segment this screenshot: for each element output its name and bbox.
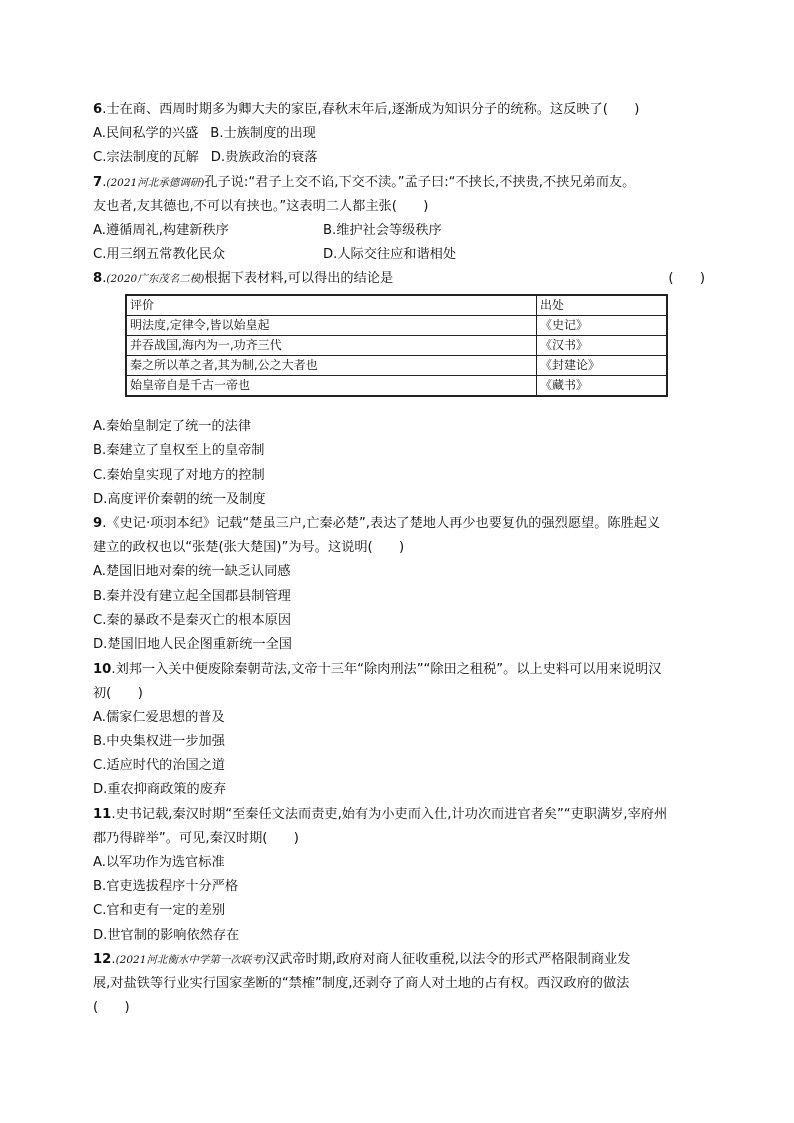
question-stem: 郡乃得辟举”。可见,秦汉时期( ) — [93, 830, 299, 846]
option-b[interactable]: B.官吏选拔程序十分严格 — [93, 879, 239, 895]
question-stem: 孔子说:“君子上交不谄,下交不渎。”孟子曰:“不挟长,不挟贵,不挟兄弟而友。 — [204, 174, 636, 190]
option-d[interactable]: D.人际交往应和谐相处 — [323, 246, 457, 262]
question-number: 12 — [93, 951, 112, 967]
option-a[interactable]: A.秦始皇制定了统一的法律 — [93, 419, 252, 435]
question-page — [93, 98, 705, 1020]
question-source: (2021河北承德调研) — [106, 176, 205, 189]
option-c[interactable]: C.适应时代的治国之道 — [93, 758, 226, 774]
option-a[interactable]: A.以军功作为选官标准 — [93, 854, 225, 870]
option-c[interactable]: C.秦始皇实现了对地方的控制 — [93, 467, 265, 483]
table-header-row — [126, 295, 667, 316]
table-header: 评价 — [126, 295, 537, 316]
table-cell: 并吞战国,海内为一,功齐三代 — [126, 336, 537, 356]
table-row — [126, 336, 667, 356]
option-b[interactable]: B.秦并没有建立起全国郡县制管理 — [93, 588, 291, 604]
question-stem: 友也者,友其德也,不可以有挟也。”这表明二人都主张( ) — [93, 198, 429, 214]
answer-paren: ( ) — [668, 271, 705, 287]
question-stem: 刘邦一入关中便废除秦朝苛法,文帝十三年“除肉刑法”“除田之租税”。以上史料可以用来说明汉 — [115, 661, 662, 677]
table-cell: 《史记》 — [537, 316, 668, 336]
table-cell: 秦之所以革之者,其为制,公之大者也 — [126, 356, 537, 376]
table-cell: 《汉书》 — [537, 336, 668, 356]
question-number: 8 — [93, 271, 103, 287]
question-stem: 展,对盐铁等行业实行国家垄断的“禁榷”制度,还剥夺了商人对土地的占有权。西汉政府的做法 — [93, 975, 630, 991]
option-row — [93, 146, 705, 170]
table-row — [126, 376, 667, 397]
option-c[interactable]: C.秦的暴政不是秦灭亡的根本原因 — [93, 612, 292, 628]
question-stem: 《史记·项羽本纪》记载“楚虽三户,亡秦必楚”,表达了楚地人再少也要复仇的强烈愿望。陈胜起义 — [106, 516, 661, 532]
option-a[interactable]: A.儒家仁爱思想的普及 — [93, 709, 225, 725]
question-stem: 根据下表材料,可以得出的结论是 — [204, 271, 394, 287]
question-source: (2021河北衡水中学第一次联考) — [115, 953, 266, 966]
option-d[interactable]: D.世官制的影响依然存在 — [93, 927, 240, 943]
option-a[interactable]: A.楚国旧地对秦的统一缺乏认同感 — [93, 564, 291, 580]
option-c[interactable]: C.官和吏有一定的差别 — [93, 903, 226, 919]
table-cell: 明法度,定律令,皆以始皇起 — [126, 316, 537, 336]
question-10: 10.刘邦一入关中便废除秦朝苛法,文帝十三年“除肉刑法”“除田之租税”。以上史料可以用来说明汉 初( ) A.儒家仁爱思想的普及 B.中央集权进一步加强 C.适应时代的治国之道 D.重农抑商政策的废弃 — [93, 658, 705, 803]
question-11: 11.史书记载,秦汉时期“至秦任文法而责吏,始有为小吏而入仕,计功次而进官者矣”“吏职满岁,宰府州 郡乃得辟举”。可见,秦汉时期( ) A.以军功作为选官标准 B.官吏选拔程序十分严格 C.官和吏有一定的差别 D.世官制的影响依然存在 — [93, 803, 705, 948]
question-number: 11 — [93, 806, 112, 822]
option-d[interactable]: D.贵族政治的衰落 — [210, 150, 318, 166]
question-8: 8.(2020广东茂名二模)根据下表材料,可以得出的结论是 ( ) 评价 出处 明法度,定律令,皆以始皇起 《史记》 并吞战国,海内为一,功齐三代 《汉书》 秦之所以革之者,其为制,公之大者也 《封建论》 始皇帝自是千古一帝也 《藏书》 A.秦始皇制定了统一的法律 B.秦建立了皇权至上的皇帝制 C.秦始皇实现了对地方的控制 D.高度评价秦朝的统一及制度 — [93, 267, 705, 512]
option-row — [93, 122, 705, 146]
question-12: 12.(2021河北衡水中学第一次联考)汉武帝时期,政府对商人征收重税,以法令的形式严格限制商业发 展,对盐铁等行业实行国家垄断的“禁榷”制度,还剥夺了商人对土地的占有权。西汉政府的做法 ( ) — [93, 948, 705, 1020]
question-stem: 士在商、西周时期多为卿大夫的家臣,春秋末年后,逐渐成为知识分子的统称。这反映了( ) — [106, 102, 640, 117]
question-source: (2020广东茂名二模) — [106, 273, 205, 286]
question-stem: 汉武帝时期,政府对商人征收重税,以法令的形式严格限制商业发 — [265, 951, 631, 967]
option-b[interactable]: B.士族制度的出现 — [210, 126, 316, 141]
question-number: 7 — [93, 174, 103, 190]
question-stem: ( ) — [93, 999, 130, 1015]
question-stem: 建立的政权也以“张楚(张大楚国)”为号。这说明( ) — [93, 540, 405, 556]
option-b[interactable]: B.中央集权进一步加强 — [93, 733, 225, 749]
option-row — [93, 243, 705, 267]
table-row — [126, 356, 667, 376]
question-number: 6 — [93, 102, 103, 117]
option-d[interactable]: D.重农抑商政策的废弃 — [93, 782, 227, 798]
option-b[interactable]: B.秦建立了皇权至上的皇帝制 — [93, 443, 265, 459]
option-b[interactable]: B.维护社会等级秩序 — [323, 222, 442, 238]
question-7: 7.(2021河北承德调研)孔子说:“君子上交不谄,下交不渎。”孟子曰:“不挟长,不挟贵,不挟兄弟而友。 友也者,友其德也,不可以有挟也。”这表明二人都主张( ) A.遵循周礼,构建新秩序 B.维护社会等级秩序 C.用三纲五常教化民众 D.人际交往应和谐相处 — [93, 171, 705, 268]
question-number: 10 — [93, 661, 112, 677]
option-d[interactable]: D.楚国旧地人民企图重新统一全国 — [93, 637, 292, 653]
table-header: 出处 — [537, 295, 668, 316]
table-cell: 始皇帝自是千古一帝也 — [126, 376, 537, 397]
option-a[interactable]: A.民间私学的兴盛 — [93, 126, 199, 141]
option-c[interactable]: C.宗法制度的瓦解 — [93, 150, 199, 166]
question-stem: 初( ) — [93, 685, 143, 701]
source-table — [125, 294, 668, 397]
question-6: 6.士在商、西周时期多为卿大夫的家臣,春秋末年后,逐渐成为知识分子的统称。这反映了( ) A.民间私学的兴盛 B.士族制度的出现 C.宗法制度的瓦解 D.贵族政治的衰落 — [93, 98, 705, 171]
option-a[interactable]: A.遵循周礼,构建新秩序 — [93, 222, 229, 238]
option-d[interactable]: D.高度评价秦朝的统一及制度 — [93, 492, 266, 508]
table-cell: 《封建论》 — [537, 356, 668, 376]
option-c[interactable]: C.用三纲五常教化民众 — [93, 246, 226, 262]
table-row — [126, 316, 667, 336]
table-cell: 《藏书》 — [537, 376, 668, 397]
question-number: 9 — [93, 516, 103, 532]
option-row — [93, 219, 705, 243]
question-stem: 史书记载,秦汉时期“至秦任文法而责吏,始有为小吏而入仕,计功次而进官者矣”“吏职满岁,宰府州 — [115, 806, 668, 822]
question-9: 9.《史记·项羽本纪》记载“楚虽三户,亡秦必楚”,表达了楚地人再少也要复仇的强烈愿望。陈胜起义 建立的政权也以“张楚(张大楚国)”为号。这说明( ) A.楚国旧地对秦的统一缺乏认同感 B.秦并没有建立起全国郡县制管理 C.秦的暴政不是秦灭亡的根本原因 D.楚国旧地人民企图重新统一全国 — [93, 512, 705, 657]
